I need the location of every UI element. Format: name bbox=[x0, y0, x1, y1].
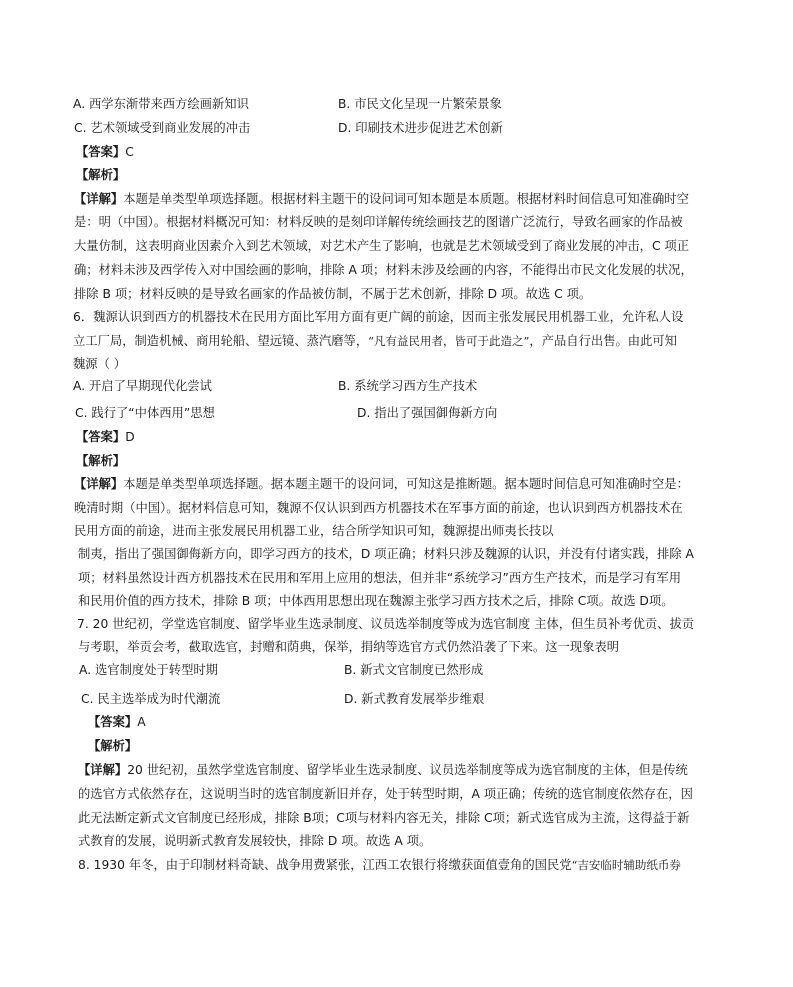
q8-stem-line-1 bbox=[78, 856, 681, 874]
q5-analysis-heading bbox=[76, 166, 125, 184]
q5-option-a: A. 西学东渐带来西方绘画新知识 bbox=[73, 97, 249, 111]
detail-text: 20 世纪初，虽然学堂选官制度、留学毕业生选录制度、议员选举制度等成为选官制度的主体，但是传统 bbox=[127, 763, 688, 777]
q7-option-c: C. 民主选举成为时代潮流 bbox=[81, 692, 221, 706]
q5-detail-line-4: 确；材料未涉及西学传入对中国绘画的影响，排除 A 项；材料未涉及绘画的内容，不能得出市民文化发展的状况， bbox=[74, 263, 693, 277]
q6-option-d: D. 指出了强国御侮新方向 bbox=[357, 406, 498, 420]
q6-detail-line-2: 晚清时期（中国）。据材料信息可知，魏源不仅认识到西方机器技术在军事方面的前途，也认识到西方机器技术在 bbox=[74, 501, 683, 515]
stem-quote: “吉安临时辅助纸币券 bbox=[571, 858, 681, 872]
q7-stem-line-1: 7. 20 世纪初，学堂选官制度、留学毕业生选录制度、议员选举制度等成为选官制度 主体，但生员补考优贡、拔贡 bbox=[77, 617, 695, 631]
detail-text: 本题是单类型单项选择题。根据材料主题干的设问词可知本题是本质题。根据材料时间信息可知准确时空 bbox=[123, 192, 689, 206]
q7-detail-line-3: 此无法断定新式文官制度已经形成，排除 B项；C项与材料内容无关，排除 C项；新式选官成为主流，这得益于新 bbox=[78, 811, 690, 825]
q6-stem-line-3: 魏源（ ） bbox=[73, 357, 127, 371]
q7-answer bbox=[88, 713, 146, 731]
q5-answer bbox=[76, 143, 134, 161]
answer-tag: 【答案】 bbox=[76, 430, 126, 444]
detail-tag: 【详解】 bbox=[74, 477, 124, 491]
q7-detail-line-2: 的选官方式依然存在，这说明当时的选官制度新旧并存，处于转型时期，A 项正确；传统的选官制度依然存在，因 bbox=[78, 787, 693, 801]
q6-detail-line-5: 项；材料虽然设计西方机器技术在民用和军用上应用的想法，但并非“系统学习”西方生产技术，而是学习有军用 bbox=[78, 571, 681, 585]
q6-stem-line-2 bbox=[73, 332, 677, 350]
q5-detail-line-1 bbox=[74, 190, 689, 208]
analysis-tag: 【解析】 bbox=[76, 168, 126, 182]
q6-answer bbox=[76, 428, 135, 446]
q7-detail-line-1 bbox=[78, 761, 688, 779]
q6-detail-line-1 bbox=[74, 475, 689, 493]
q7-option-b: B. 新式文官制度已然形成 bbox=[344, 663, 484, 677]
q5-detail-line-2: 是：明（中国）。根据材料概况可知：材料反映的是刻印详解传统绘画技艺的图谱广泛流行，导致名画家的作品被 bbox=[74, 215, 683, 229]
q7-option-a: A. 选官制度处于转型时期 bbox=[79, 663, 218, 677]
q6-detail-line-3: 民用方面的前途，进而主张发展民用机器工业，结合所学知识可知，魏源提出师夷长技以 bbox=[74, 524, 554, 538]
stem-text: ，产品自行出售。由此可知 bbox=[529, 334, 677, 348]
q6-analysis-heading bbox=[76, 452, 125, 470]
detail-tag: 【详解】 bbox=[78, 763, 128, 777]
analysis-tag: 【解析】 bbox=[88, 739, 138, 753]
q6-option-c: C. 践行了“中体西用”思想 bbox=[75, 406, 215, 420]
q7-option-d: D. 新式教育发展举步维艰 bbox=[344, 692, 485, 706]
q7-analysis-heading bbox=[88, 737, 137, 755]
answer-value: A bbox=[137, 715, 146, 729]
detail-text: 本题是单类型单项选择题。据本题主题干的设问词，可知这是推断题。据本题时间信息可知准确时空是： bbox=[123, 477, 689, 491]
analysis-tag: 【解析】 bbox=[76, 454, 126, 468]
q7-stem-line-2: 与考职，举贡会考，截取选官，封赠和荫典，保举，捐纳等选官方式仍然沿袭了下来。这一现象表明 bbox=[78, 640, 620, 654]
q6-option-b: B. 系统学习西方生产技术 bbox=[338, 379, 478, 393]
answer-value: D bbox=[125, 430, 135, 444]
q5-option-b: B. 市民文化呈现一片繁荣景象 bbox=[338, 97, 502, 111]
q7-detail-line-4: 式教育的发展，说明新式教育发展较快，排除 D 项。故选 A 项。 bbox=[78, 834, 432, 848]
answer-tag: 【答案】 bbox=[88, 715, 138, 729]
detail-tag: 【详解】 bbox=[74, 192, 124, 206]
stem-text: 立工厂局，制造机械、商用轮船、望远镜、蒸汽磨等， bbox=[73, 334, 369, 348]
q6-detail-line-6: 和民用价值的西方技术，排除 B 项；中体西用思想出现在魏源主张学习西方技术之后，排除 C项。故选 D项。 bbox=[78, 594, 674, 608]
q5-detail-line-3: 大量仿制，这表明商业因素介入到艺术领域，对艺术产生了影响，也就是艺术领域受到了商业发展的冲击，C 项正 bbox=[74, 239, 690, 253]
q5-detail-line-5: 排除 B 项；材料反映的是导致名画家的作品被仿制，不属于艺术创新，排除 D 项。故选 C 项。 bbox=[74, 287, 592, 301]
q6-detail-line-4: 制夷，指出了强国御侮新方向，即学习西方的技术，D 项正确；材料只涉及魏源的认识，并没有付诸实践，排除 A bbox=[78, 547, 694, 561]
answer-value: C bbox=[125, 145, 134, 159]
q6-stem-line-1: 6．魏源认识到西方的机器技术在民用方面比军用方面有更广阔的前途，因而主张发展民用机器工业，允许私人设 bbox=[73, 310, 684, 324]
stem-text: 8. 1930 年冬，由于印制材料奇缺、战争用费紧张，江西工农银行将缴获面值壹角的国民党 bbox=[78, 858, 572, 872]
q5-option-c: C. 艺术领域受到商业发展的冲击 bbox=[74, 121, 251, 135]
stem-quote: “凡有益民用者，皆可于此造之” bbox=[368, 334, 530, 348]
answer-tag: 【答案】 bbox=[76, 145, 126, 159]
q5-option-d: D. 印刷技术进步促进艺术创新 bbox=[338, 121, 503, 135]
q6-option-a: A. 开启了早期现代化尝试 bbox=[73, 379, 212, 393]
